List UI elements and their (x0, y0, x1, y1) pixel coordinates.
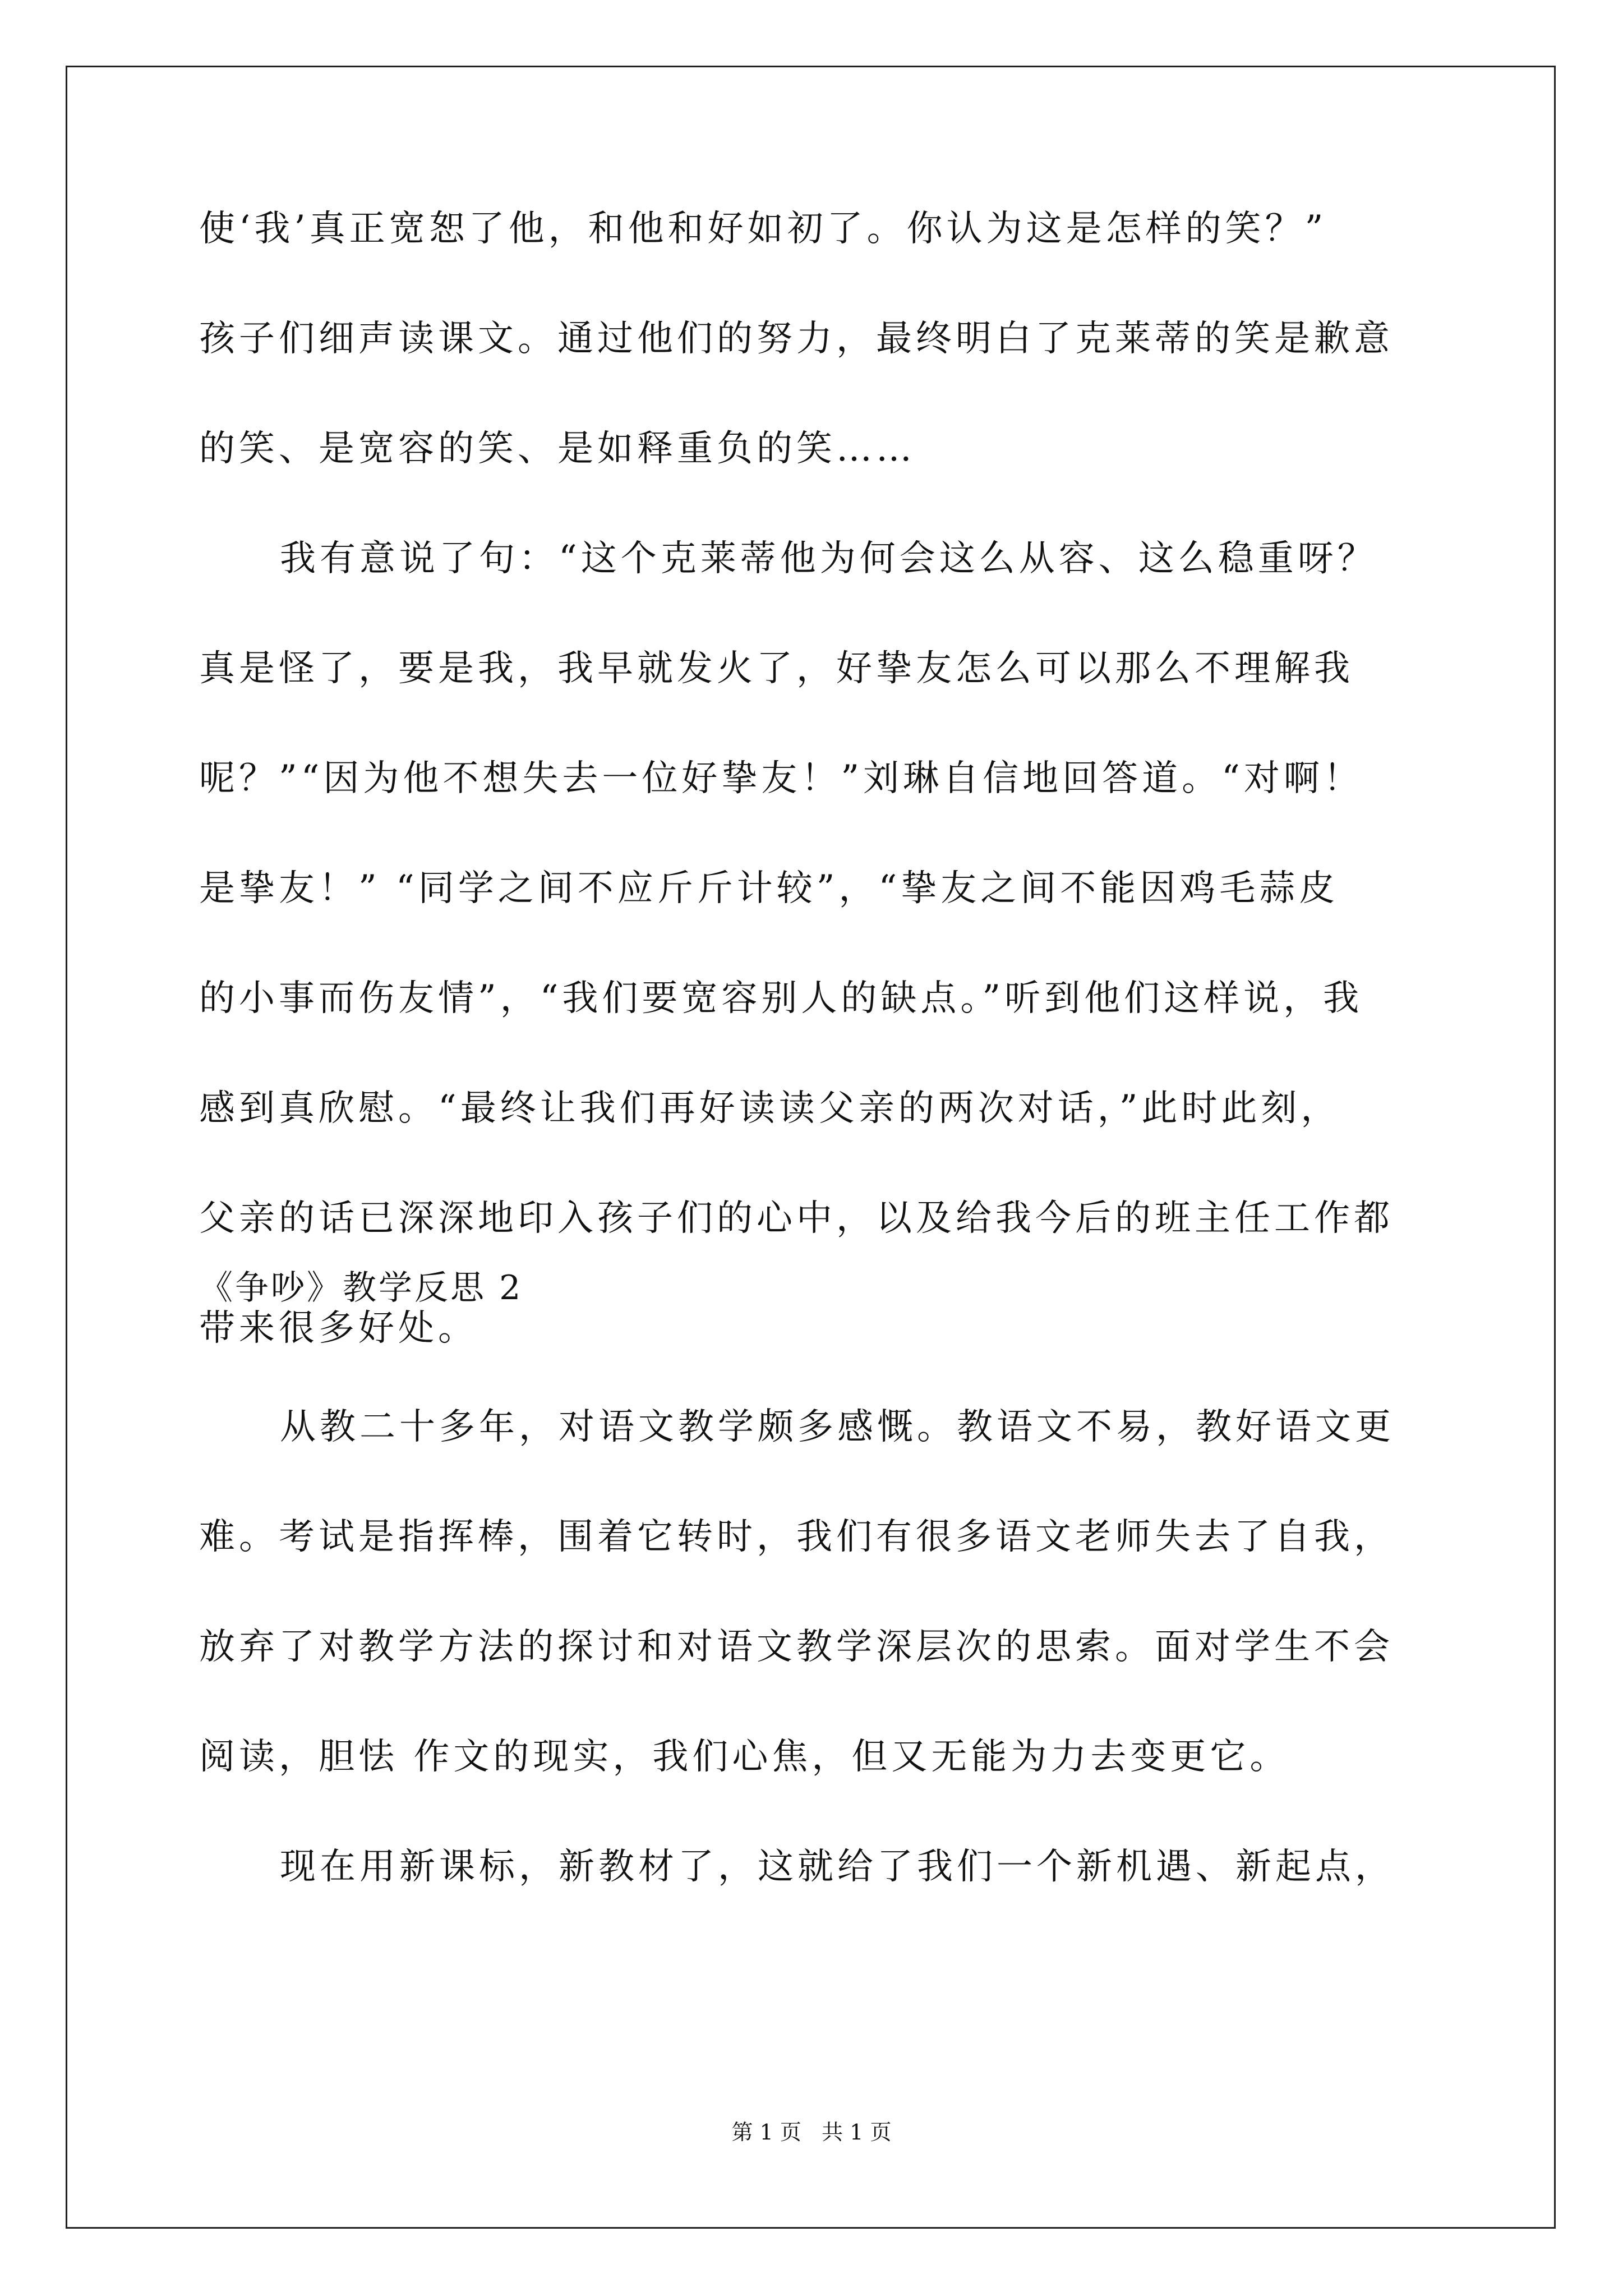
text-line: 的笑、是宽容的笑、是如释重负的笑…… (199, 428, 916, 470)
text-line: 孩子们细声读课文。通过他们的努力，最终明白了克莱蒂的笑是歉意 (199, 318, 1394, 360)
text-line: 父亲的话已深深地印入孩子们的心中，以及给我今后的班主任工作都 (199, 1198, 1394, 1239)
text-line: 真是怪了，要是我，我早就发火了，好挚友怎么可以那么不理解我 (199, 648, 1354, 689)
text-line: 阅读，胆怯 作文的现实，我们心焦，但又无能为力去变更它。 (199, 1736, 1290, 1778)
page-number-footer: 第 1 页 共 1 页 (731, 2120, 892, 2145)
text-line: 难。考试是指挥棒，围着它转时，我们有很多语文老师失去了自我， (199, 1516, 1394, 1558)
text-line: 感到真欣慰。“最终让我们再好读读父亲的两次对话，”此时此刻， (199, 1088, 1341, 1129)
text-line: 从教二十多年，对语文教学颇多感慨。教语文不易，教好语文更 (280, 1406, 1395, 1448)
text-line: 放弃了对教学方法的探讨和对语文教学深层次的思索。面对学生不会 (199, 1626, 1394, 1668)
text-line: 呢？”“因为他不想失去一位好挚友！”刘琳自信地回答道。“对啊！ (199, 758, 1363, 799)
text-line: 我有意说了句：“这个克莱蒂他为何会这么从容、这么稳重呀？ (280, 538, 1377, 579)
text-line: 使‘我’真正宽恕了他，和他和好如初了。你认为这是怎样的笑？” (199, 208, 1327, 250)
body-text-section-1 (199, 202, 1433, 1411)
text-line: 现在用新课标，新教材了，这就给了我们一个新机遇、新起点， (280, 1846, 1395, 1888)
body-text-section-2 (199, 1400, 1433, 1950)
section-heading: 《争吵》教学反思 2 (199, 1268, 523, 1308)
text-line: 带来很多好处。 (199, 1308, 478, 1349)
text-line: 的小事而伤友情”，“我们要宽容别人的缺点。”听到他们这样说，我 (199, 978, 1363, 1019)
text-line: 是挚友！” “同学之间不应斤斤计较”，“挚友之间不能因鸡毛蒜皮 (199, 868, 1339, 909)
